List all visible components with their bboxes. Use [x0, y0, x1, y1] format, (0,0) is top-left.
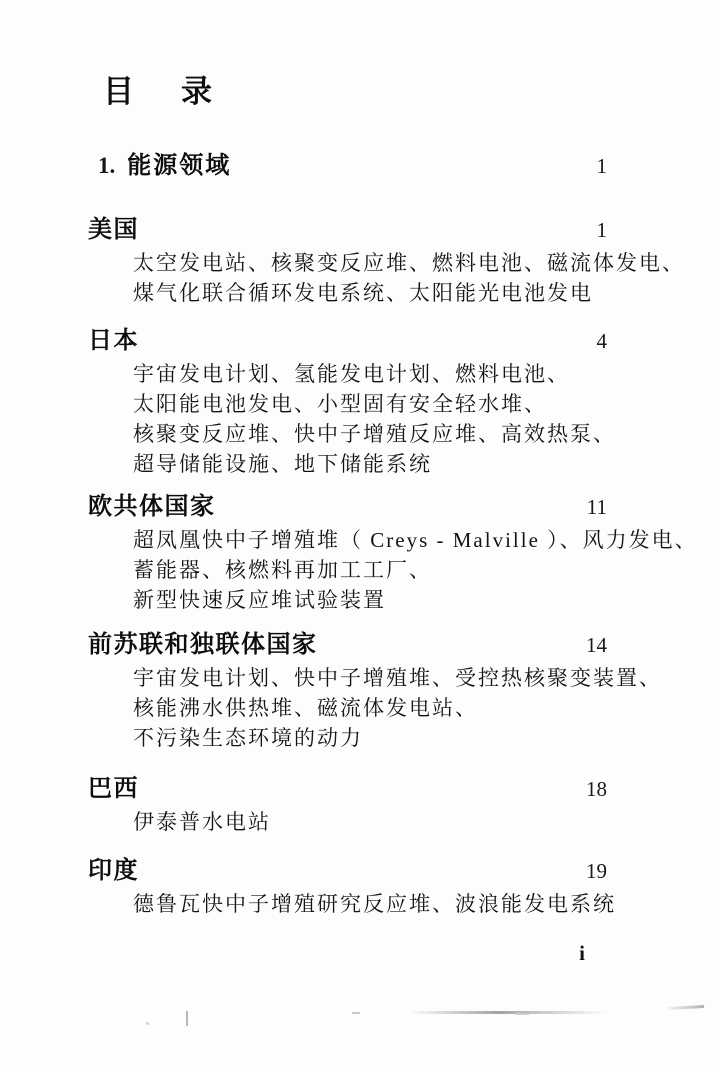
section-topics	[133, 807, 607, 837]
chapter-page-number: 1	[596, 154, 607, 178]
section-topics	[133, 889, 616, 919]
section-country: 欧共体国家	[88, 494, 216, 520]
section-header	[88, 214, 607, 246]
section-country: 日本	[88, 328, 139, 354]
topic-line: 核聚变反应堆、快中子增殖反应堆、高效热泵、	[133, 422, 616, 446]
topic-line: 太阳能电池发电、小型固有安全轻水堆、	[133, 392, 547, 416]
section-country: 巴西	[88, 776, 139, 802]
toc-section-ussr-cis	[88, 629, 662, 753]
toc-section-brazil	[88, 773, 607, 837]
topic-line: 不污染生态环境的动力	[133, 726, 363, 750]
section-country: 前苏联和独联体国家	[88, 632, 318, 658]
chapter-heading	[98, 150, 231, 182]
topic-line: 核能沸水供热堆、磁流体发电站、	[133, 696, 478, 720]
footer-row	[88, 941, 607, 966]
section-topics	[133, 248, 685, 308]
footer-page-number: i	[579, 941, 585, 965]
scan-artifact-dash	[668, 1005, 704, 1010]
section-header	[88, 855, 607, 887]
scan-artifact-speck	[515, 1013, 529, 1015]
section-page-number: 1	[596, 218, 607, 242]
page-title	[103, 74, 607, 110]
topic-line: 新型快速反应堆试验装置	[133, 588, 386, 612]
topic-line: 宇宙发电计划、氢能发电计划、燃料电池、	[133, 362, 570, 386]
toc-section-japan	[88, 325, 616, 479]
scan-artifact-speck	[352, 1012, 360, 1014]
section-page-number: 14	[586, 633, 607, 657]
topic-line: 超凤凰快中子增殖堆（ Creys - Malville ）、风力发电、	[133, 528, 698, 552]
section-page-number: 4	[596, 329, 607, 353]
scan-artifact-streak	[408, 1011, 608, 1014]
section-country: 印度	[88, 858, 139, 884]
section-topics	[133, 359, 616, 479]
section-page-number: 11	[586, 495, 607, 519]
section-header	[88, 491, 607, 523]
section-header	[88, 325, 607, 357]
topic-line: 宇宙发电计划、快中子增殖堆、受控热核聚变装置、	[133, 666, 662, 690]
title-char-mu: 目	[103, 74, 135, 109]
section-page-number: 18	[586, 777, 607, 801]
toc-section-usa	[88, 214, 685, 308]
topic-line: 太空发电站、核聚变反应堆、燃料电池、磁流体发电、	[133, 251, 685, 275]
chapter-number: 1.	[98, 153, 116, 178]
chapter-row	[98, 150, 607, 182]
title-char-lu: 录	[181, 74, 213, 109]
topic-line: 伊泰普水电站	[133, 810, 271, 834]
scan-artifact-tick	[186, 1011, 188, 1026]
topic-line: 蓄能器、核燃料再加工工厂、	[133, 558, 432, 582]
topic-line: 超导储能设施、地下储能系统	[133, 452, 432, 476]
topic-line: 德鲁瓦快中子增殖研究反应堆、波浪能发电系统	[133, 892, 616, 916]
section-page-number: 19	[586, 859, 607, 883]
scan-artifact-dot	[146, 1022, 149, 1025]
toc-section-india	[88, 855, 616, 919]
section-topics	[133, 525, 698, 615]
section-topics	[133, 663, 662, 753]
section-header	[88, 773, 607, 805]
topic-line: 煤气化联合循环发电系统、太阳能光电池发电	[133, 281, 593, 305]
section-country: 美国	[88, 217, 139, 243]
section-header	[88, 629, 607, 661]
chapter-label: 能源领域	[127, 153, 232, 179]
toc-section-ec	[88, 491, 698, 615]
